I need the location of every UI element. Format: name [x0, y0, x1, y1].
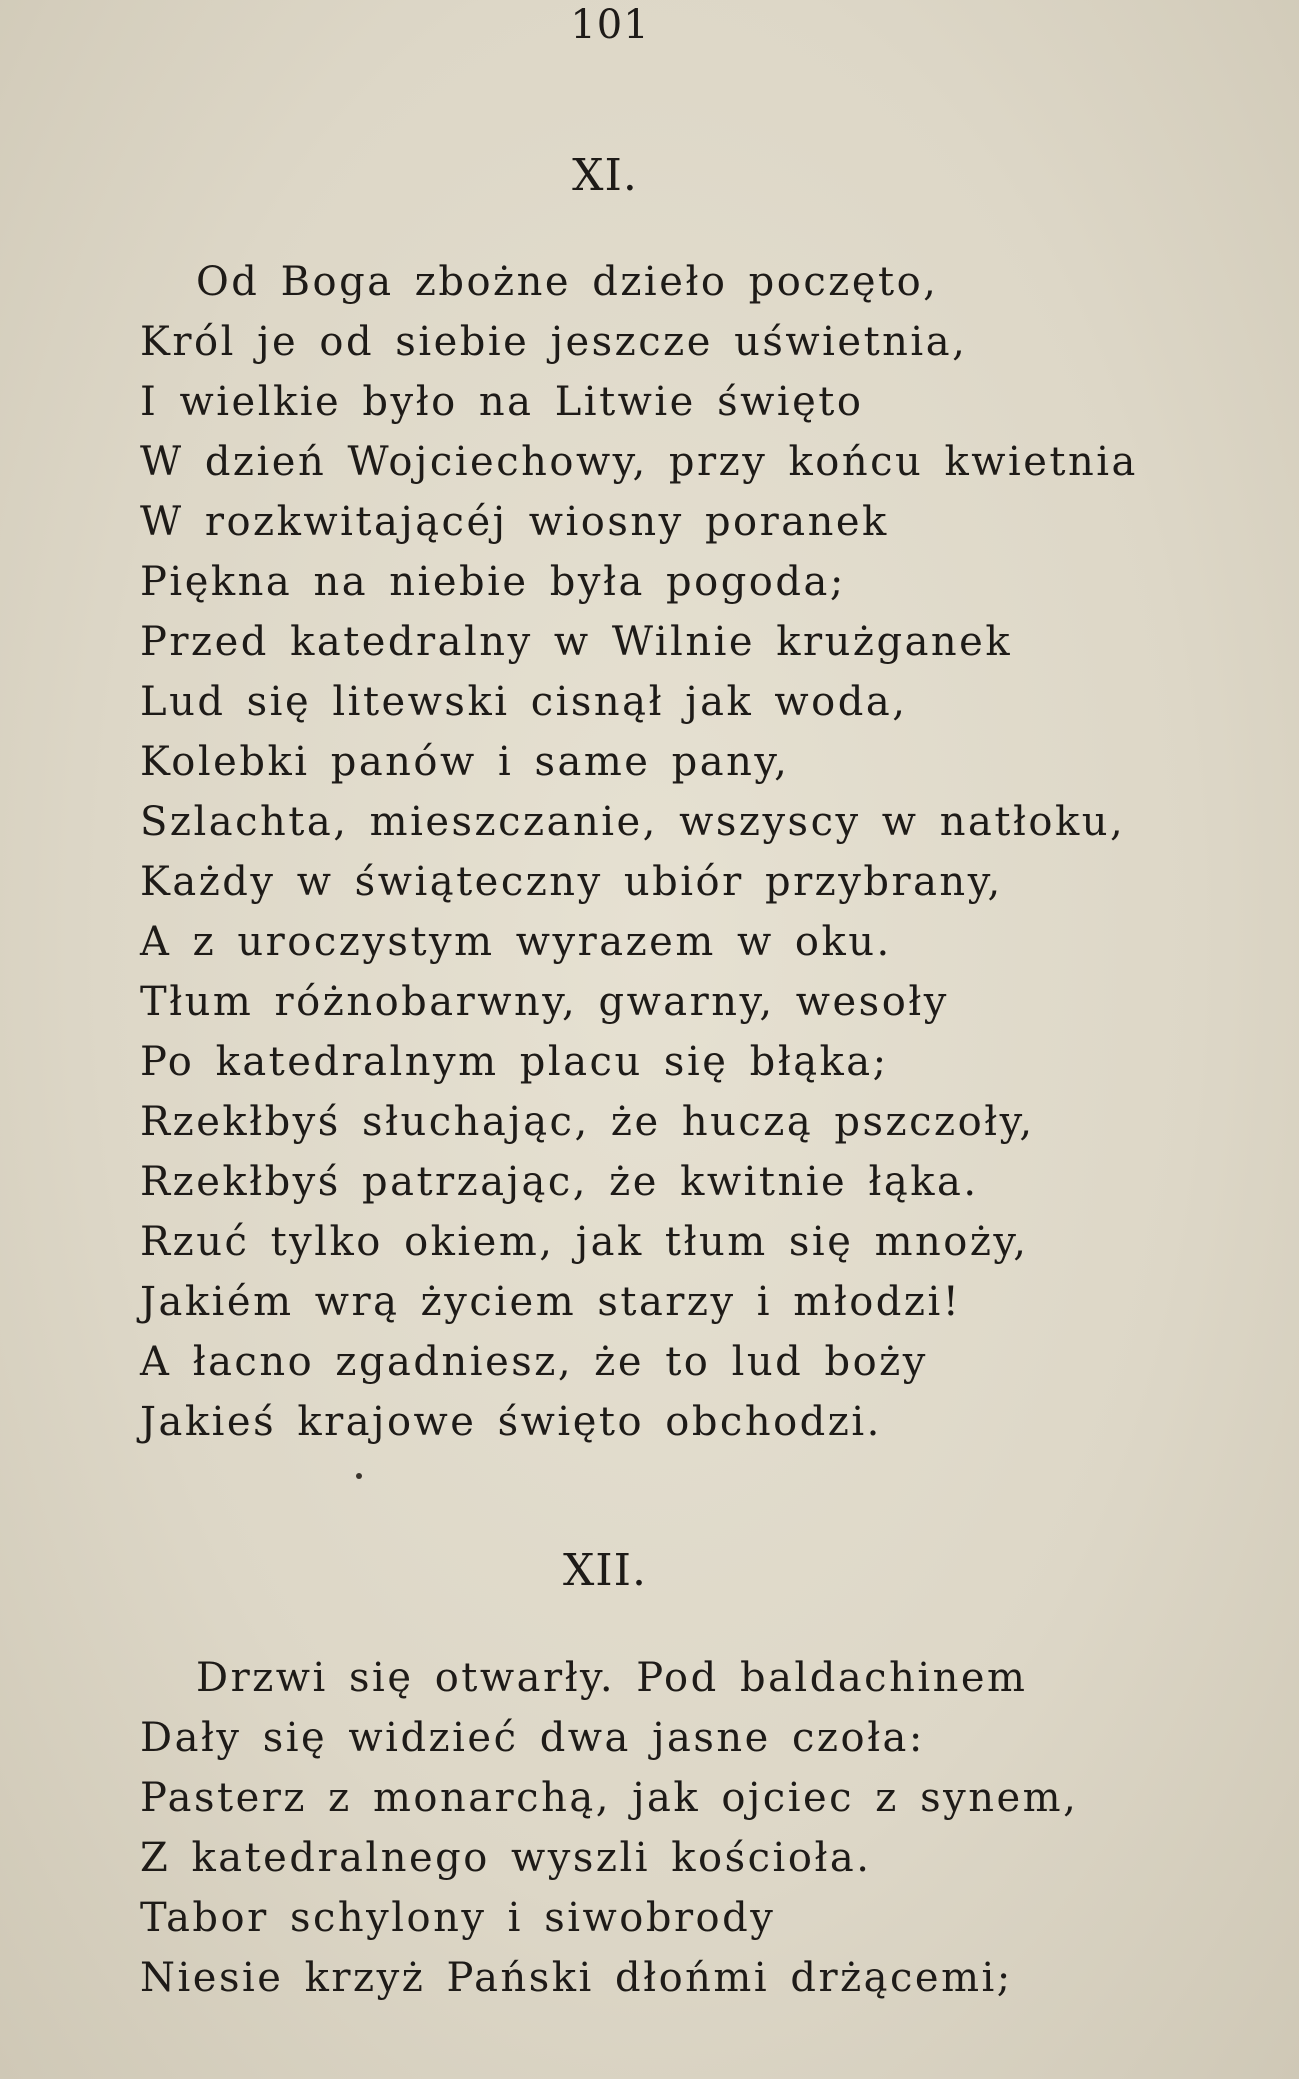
verse-line: Rzuć tylko okiem, jak tłum się mnoży,: [140, 1219, 1029, 1265]
verse-line: W rozkwitającéj wiosny poranek: [140, 499, 889, 545]
verse-line: Jakiém wrą życiem starzy i młodzi!: [140, 1279, 962, 1325]
verse-line: Jakieś krajowe święto obchodzi.: [140, 1399, 882, 1445]
verse-line: Piękna na niebie była pogoda;: [140, 559, 846, 605]
verse-line: A łacno zgadniesz, że to lud boży: [140, 1339, 928, 1385]
verse-line: A z uroczystym wyrazem w oku.: [140, 919, 892, 965]
verse-line: Tabor schylony i siwobrody: [140, 1895, 776, 1941]
verse-line: Szlachta, mieszczanie, wszyscy w natłoku,: [140, 799, 1126, 845]
verse-line: I wielkie było na Litwie święto: [140, 379, 864, 425]
verse-section-xi: [140, 252, 1138, 1452]
verse-line: Od Boga zbożne dzieło poczęto,: [196, 259, 939, 305]
print-speck: [356, 1473, 362, 1479]
verse-line: Każdy w świąteczny ubiór przybrany,: [140, 859, 1003, 905]
verse-line: Tłum różnobarwny, gwarny, wesoły: [140, 979, 949, 1025]
verse-line: Dały się widzieć dwa jasne czoła:: [140, 1715, 925, 1761]
section-heading-xii: XII.: [562, 1545, 648, 1596]
verse-line: W dzień Wojciechowy, przy końcu kwietnia: [140, 439, 1138, 485]
verse-line: Pasterz z monarchą, jak ojciec z synem,: [140, 1775, 1079, 1821]
verse-line: Lud się litewski cisnął jak woda,: [140, 679, 908, 725]
verse-line: Rzekłbyś słuchając, że huczą pszczoły,: [140, 1099, 1035, 1145]
verse-line: Po katedralnym placu się błąka;: [140, 1039, 889, 1085]
verse-line: Drzwi się otwarły. Pod baldachinem: [196, 1655, 1028, 1701]
verse-line: Król je od siebie jeszcze uświetnia,: [140, 319, 968, 365]
page-number: 101: [570, 2, 650, 48]
verse-line: Rzekłbyś patrzając, że kwitnie łąka.: [140, 1159, 979, 1205]
verse-line: Kolebki panów i same pany,: [140, 739, 790, 785]
verse-line: Niesie krzyż Pański dłońmi drżącemi;: [140, 1955, 1013, 2001]
verse-line: Przed katedralny w Wilnie krużganek: [140, 619, 1013, 665]
verse-line: Z katedralnego wyszli kościoła.: [140, 1835, 872, 1881]
section-heading-xi: XI.: [572, 150, 638, 201]
verse-section-xii: [140, 1648, 1078, 2008]
